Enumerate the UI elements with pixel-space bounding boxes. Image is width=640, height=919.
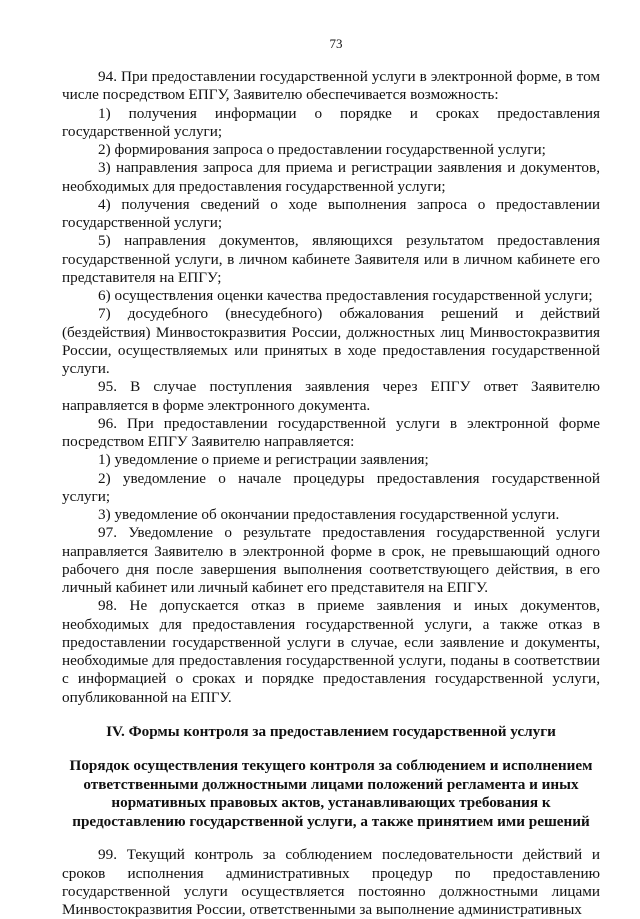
- list-item-7: 7) досудебного (внесудебного) обжалования решений и действий (бездействия) Минвостокразвития России, должностных лиц Минвостокразвития России, осуществляемых или принятых в ходе предоставления государственной услуги.: [62, 305, 600, 377]
- list-item-3: 3) направления запроса для приема и регистрации заявления и документов, необходимых для предоставления государственной услуги;: [62, 159, 600, 195]
- body-block-1: [62, 68, 600, 707]
- list-item-2: 2) формирования запроса о предоставлении государственной услуги;: [98, 141, 546, 158]
- notice-item-1: 1) уведомление о приеме и регистрации заявления;: [98, 451, 429, 469]
- body-block-2: [62, 846, 600, 919]
- section-heading: IV. Формы контроля за предоставлением государственной услуги: [106, 722, 556, 740]
- paragraph-95: 95. В случае поступления заявления через ЕПГУ ответ Заявителю направляется в форме электронного документа.: [62, 378, 600, 414]
- paragraph-96: 96. При предоставлении государственной услуги в электронной форме посредством ЕПГУ Заявителю направляется:: [62, 414, 600, 450]
- list-item-5: 5) направления документов, являющихся результатом предоставления государственной услуги, в личном кабинете Заявителя или в личном кабинете его представителя на ЕПГУ;: [62, 232, 600, 286]
- paragraph-98: 98. Не допускается отказ в приеме заявления и иных документов, необходимых для предоставления государственной услуги, а также отказ в предоставлении государственной услуги в случае, если заявление и документы, необходимые для предоставления государственной услуги, поданы в соответствии с информацией о сроках и порядке предоставления государственной услуги, опубликованной на ЕПГУ.: [62, 597, 600, 706]
- paragraph-97: 97. Уведомление о результате предоставления государственной услуги направляется Заявителю в электронной форме в срок, не превышающий одного рабочего дня после завершения выполнения соответствующего действия, в его личный кабинет или личный кабинет его представителя на ЕПГУ.: [62, 524, 600, 596]
- page-number: 73: [329, 36, 343, 51]
- paragraph-99: 99. Текущий контроль за соблюдением последовательности действий и сроков исполнения административных процедур по предоставлению государственной услуги осуществляется постоянно должностными лицами Минвостокразвития России, ответственными за выполнение административных: [62, 846, 600, 918]
- notice-item-2: 2) уведомление о начале процедуры предоставления государственной услуги;: [62, 469, 600, 505]
- list-item-4: 4) получения сведений о ходе выполнения запроса о предоставлении государственной услуги;: [62, 195, 600, 231]
- list-item-1: 1) получения информации о порядке и сроках предоставления государственной услуги;: [62, 104, 600, 140]
- subsection-heading: Порядок осуществления текущего контроля за соблюдением и исполнением ответственными должностными лицами положений регламента и иных нормативных правовых актов, устанавливающих требования к предоставлению государственной услуги, а также принятием ими решений: [69, 757, 593, 830]
- list-item-6: 6) осуществления оценки качества предоставления государственной услуги;: [98, 287, 593, 304]
- paragraph-94: 94. При предоставлении государственной услуги в электронной форме, в том числе посредством ЕПГУ, Заявителю обеспечивается возможность:: [62, 68, 600, 104]
- notice-item-3: 3) уведомление об окончании предоставления государственной услуги.: [98, 506, 560, 523]
